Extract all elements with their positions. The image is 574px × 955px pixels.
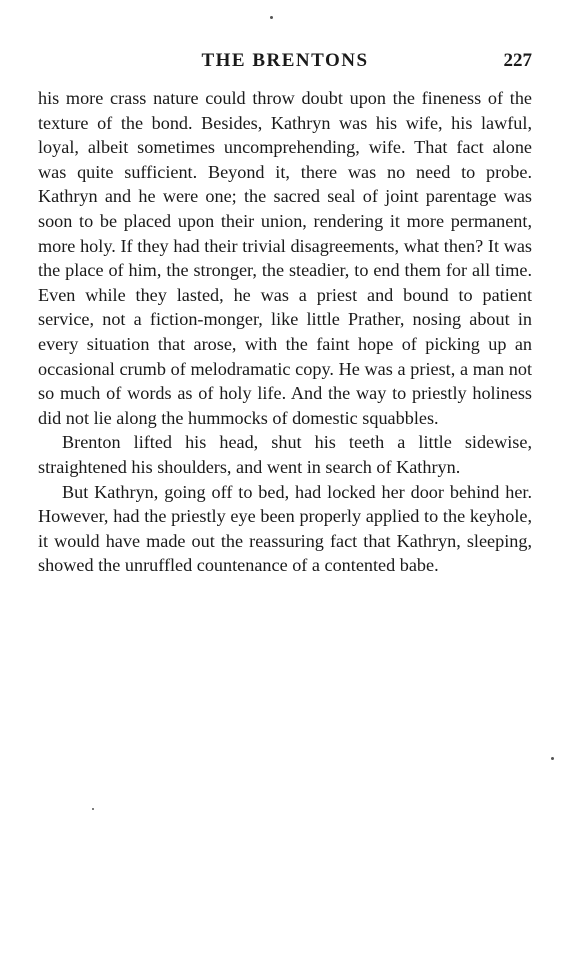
- paragraph: his more crass nature could throw doubt upon the fineness of the texture of the bond. Besides, Kathryn was his wife, his lawful, loyal, albeit sometimes uncomprehending, wife. That fact alone was quite sufficient. Beyond it, there was no need to probe. Kathryn and he were one; the sacred seal of joint parentage was soon to be placed upon their union, rendering it more permanent, more holy. If they had their trivial disagreements, what then? It was the place of him, the stronger, the steadier, to end them for all time. Even while they lasted, he was a priest and bound to patient service, not a fiction-monger, like little Prather, nosing about in every situation that arose, with the faint hope of picking up an occasional crumb of melodramatic copy. He was a priest, a man not so much of words as of holy life. And the way to priestly holiness did not lie along the hummocks of domestic squabbles.: [38, 88, 532, 428]
- paragraph: Brenton lifted his head, shut his teeth a little sidewise, straightened his shoulders, and went in search of Kathryn.: [38, 432, 532, 477]
- paragraph: But Kathryn, going off to bed, had locked her door behind her. However, had the priestly eye been properly applied to the keyhole, it would have made out the reassuring fact that Kathryn, sleeping, showed the unruffled countenance of a contented babe.: [38, 481, 532, 576]
- page-header: [38, 50, 532, 76]
- body-text: [38, 86, 532, 578]
- print-speck: [92, 808, 94, 810]
- print-speck: [551, 757, 554, 760]
- print-speck: [270, 16, 273, 19]
- page-number: 227: [503, 50, 532, 71]
- running-title: THE BRENTONS: [201, 50, 369, 71]
